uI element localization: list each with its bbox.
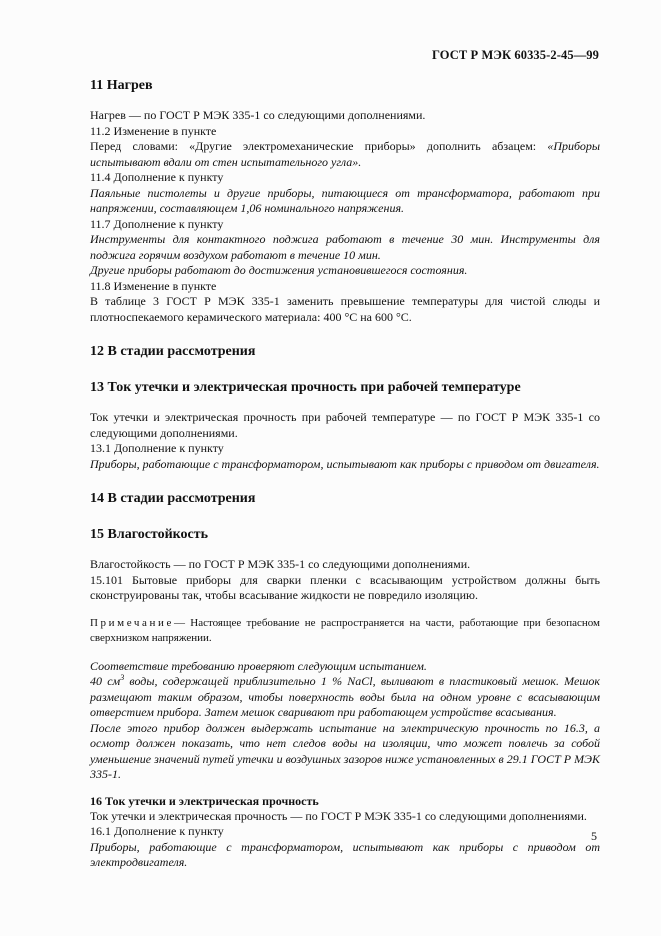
- clause-11-2-label: 11.2 Изменение в пункте: [90, 123, 217, 138]
- section-15-intro: Влагостойкость — по ГОСТ Р МЭК 335-1 со следующими дополнениями.: [90, 557, 471, 571]
- clause-13-1-label: 13.1 Дополнение к пункту: [90, 441, 224, 455]
- clause-11-7-text-1: Инструменты для контактного поджига работают в течение 30 мин. Инструменты для поджига горячим воздухом работают в течение 10 мин.: [90, 232, 600, 262]
- test-paragraph-1: [90, 674, 600, 721]
- clause-16-1-label: 16.1 Дополнение к пункту: [90, 824, 224, 838]
- section-15-title: 15 Влагостойкость: [90, 527, 209, 542]
- section-14-title: 14 В стадии рассмотрения: [90, 491, 256, 506]
- document-header: ГОСТ Р МЭК 60335-2-45—99: [432, 48, 599, 62]
- section-12-title: 12 В стадии рассмотрения: [90, 344, 256, 359]
- clause-11-2-text: [90, 139, 600, 170]
- section-16-title: 16 Ток утечки и электрическая прочность: [90, 793, 319, 808]
- clause-11-8-label: 11.8 Изменение в пункте: [90, 278, 217, 293]
- note-label: Примечание: [90, 616, 174, 629]
- test-paragraph-1-rest: воды, содержащей приблизительно 1 % NaCl, выливают в пластиковый мешок. Мешок размещают таким образом, чтобы поверхность воды была на одном уровне с всасывающим отверстием прибора. Затем мешок сваривают при работающем устройстве всасывания.: [90, 674, 601, 719]
- section-16-intro: Ток утечки и электрическая прочность — по ГОСТ Р МЭК 335-1 со следующими дополнениями.: [90, 808, 587, 823]
- test-paragraph-2: После этого прибор должен выдержать испытание на электрическую прочность по 16.3, а осмотр должен показать, что нет следов воды на изоляции, что может повлечь за собой уменьшение значений путей утечки и воздушных зазоров ниже установленных в 29.1 ГОСТ Р МЭК 335-1.: [90, 720, 600, 781]
- clause-11-2-text-a: Перед словами: «Другие электромеханические приборы» дополнить абзацем:: [90, 139, 548, 153]
- clause-11-7-text-2: Другие приборы работают до достижения установившегося состояния.: [90, 263, 468, 277]
- section-11-title: 11 Нагрев: [90, 78, 153, 93]
- note-text: — Настоящее требование не распространяется на части, работающие при безопасном сверхнизком напряжении.: [90, 616, 600, 644]
- section-13-title: 13 Ток утечки и электрическая прочность при рабочей температуре: [90, 380, 521, 395]
- page-content: [90, 77, 600, 871]
- clause-11-7-label: 11.7 Дополнение к пункту: [90, 216, 224, 231]
- clause-16-1-text: Приборы, работающие с трансформатором, испытывают как приборы с приводом от электродвигателя.: [90, 839, 600, 869]
- clause-13-1-text: Приборы, работающие с трансформатором, испытывают как приборы с приводом от двигателя.: [90, 456, 600, 471]
- note: [90, 616, 600, 646]
- clause-11-2-text-b: «Приборы испытывают вдали от стен испытательного угла».: [90, 139, 600, 169]
- test-intro: Соответствие требованию проверяют следующим испытанием.: [90, 658, 427, 673]
- test-volume: 40 см: [90, 674, 121, 688]
- clause-11-4-text: Паяльные пистолеты и другие приборы, питающиеся от трансформатора, работают при напряжении, составляющем 1,06 номинального напряжения.: [90, 185, 600, 215]
- cubic-superscript: 3: [120, 673, 125, 682]
- clause-11-4-label: 11.4 Дополнение к пункту: [90, 170, 224, 184]
- clause-15-101: 15.101 Бытовые приборы для сварки пленки с всасывающим устройством должны быть сконструированы так, чтобы всасывание жидкости не повредило изоляцию.: [90, 572, 600, 602]
- section-11-intro: Нагрев — по ГОСТ Р МЭК 335-1 со следующими дополнениями.: [90, 108, 426, 122]
- section-13-intro: Ток утечки и электрическая прочность при рабочей температуре — по ГОСТ Р МЭК 335-1 со следующими дополнениями.: [90, 410, 600, 440]
- clause-11-8-text: В таблице 3 ГОСТ Р МЭК 335-1 заменить превышение температуры для чистой слюды и плотноспекаемого керамического материала: 400 °С на 600 °С.: [90, 294, 600, 324]
- page-number: 5: [591, 829, 597, 843]
